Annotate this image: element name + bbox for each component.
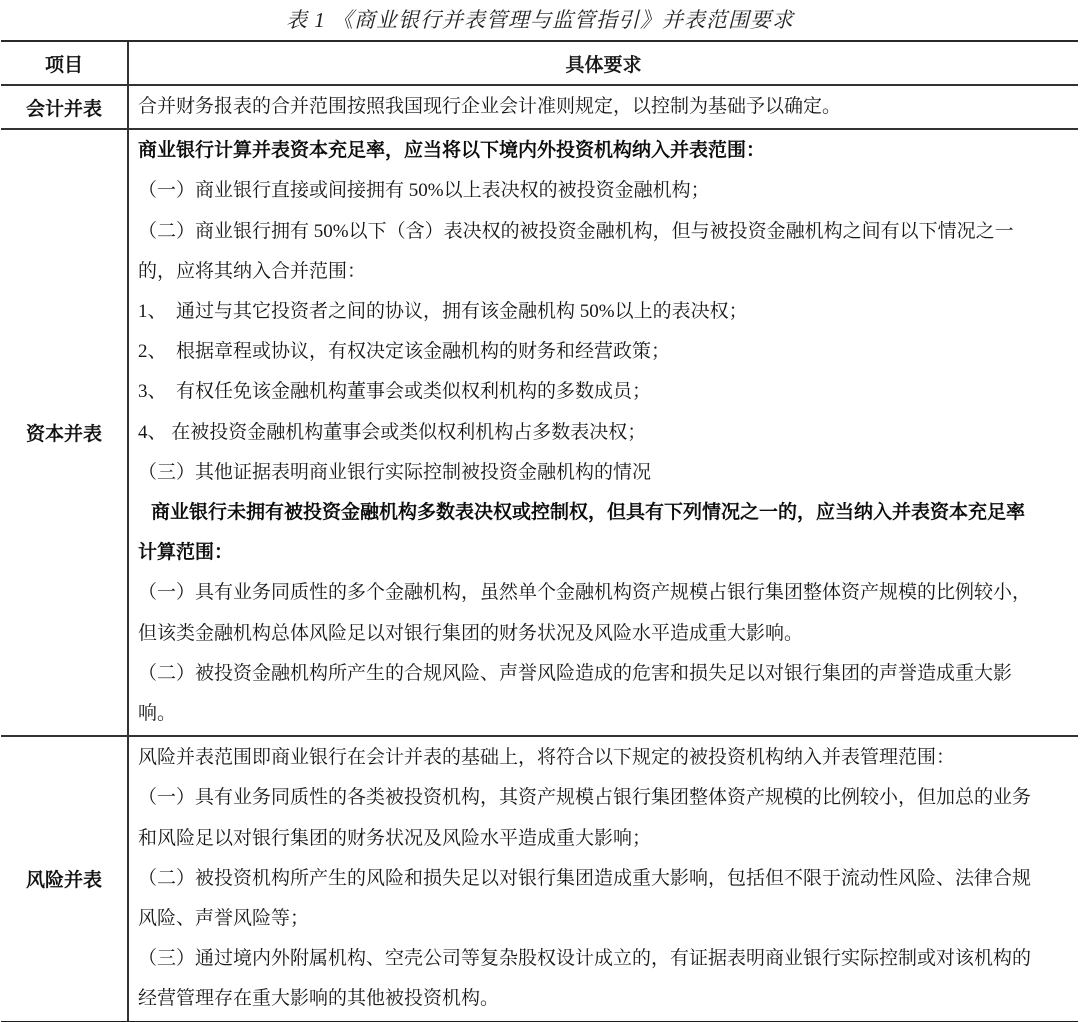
table-header-row [1,42,1078,86]
text-line: （一）具有业务同质性的各类被投资机构，其资产规模占银行集团整体资产规模的比例较小，但加总的业务 [138,787,1032,809]
text-line: 计算范围： [138,542,234,564]
requirements-cell [129,86,1078,128]
item-cell: 风险并表 [1,737,129,1020]
text-line: 的，应将其纳入合并范围： [138,260,367,282]
text-line: 经营管理存在重大影响的其他被投资机构。 [138,988,500,1010]
text-line: （二）被投资机构所产生的风险和损失足以对银行集团造成重大影响，包括但不限于流动性风险、法律合规 [138,867,1032,889]
text-line: （一）商业银行直接或间接拥有 50%以上表决权的被投资金融机构； [138,180,710,202]
table-row [1,737,1078,1020]
text-line: 响。 [138,703,177,725]
text-line: 合并财务报表的合并范围按照我国现行企业会计准则规定，以控制为基础予以确定。 [138,96,842,117]
consolidation-scope-table [1,40,1078,1022]
text-line: 2、 根据章程或协议，有权决定该金融机构的财务和经营政策； [138,341,671,363]
requirements-cell [129,737,1078,1020]
header-cell-requirements: 具体要求 [565,54,642,76]
text-line: 和风险足以对银行集团的财务状况及风险水平造成重大影响； [138,827,652,849]
text-line: 商业银行计算并表资本充足率，应当将以下境内外投资机构纳入并表范围： [138,140,766,162]
text-line: 但该类金融机构总体风险足以对银行集团的财务状况及风险水平造成重大影响。 [138,622,804,644]
text-line: （二）商业银行拥有 50%以下（含）表决权的被投资金融机构，但与被投资金融机构之间有以下情况之一 [138,220,1014,242]
item-cell: 会计并表 [1,86,129,128]
text-line: （三）其他证据表明商业银行实际控制被投资金融机构的情况 [138,461,652,483]
text-line: 风险、声誉风险等； [138,908,310,930]
table-row [1,130,1078,737]
table-body [1,86,1078,1021]
table-row [1,86,1078,130]
header-cell-item: 项目 [1,42,129,84]
text-line: 风险并表范围即商业银行在会计并表的基础上，将符合以下规定的被投资机构纳入并表管理范围： [138,747,956,769]
text-line: （三）通过境内外附属机构、空壳公司等复杂股权设计成立的，有证据表明商业银行实际控制或对该机构的 [138,948,1032,970]
text-line: 1、 通过与其它投资者之间的协议，拥有该金融机构 50%以上的表决权； [138,301,748,323]
text-line: （一）具有业务同质性的多个金融机构，虽然单个金融机构资产规模占银行集团整体资产规模的比例较小， [138,582,1032,604]
text-line: 3、 有权任免该金融机构董事会或类似权利机构的多数成员； [138,381,652,403]
text-line: 4、 在被投资金融机构董事会或类似权利机构占多数表决权； [138,421,647,443]
item-cell: 资本并表 [1,130,129,735]
text-line: （二）被投资金融机构所产生的合规风险、声誉风险造成的危害和损失足以对银行集团的声誉造成重大影 [138,662,1013,684]
requirements-cell [129,130,1078,735]
table-title: 表 1 《商业银行并表管理与监管指引》并表范围要求 [286,8,794,32]
text-line: 商业银行未拥有被投资金融机构多数表决权或控制权，但具有下列情况之一的，应当纳入并表资本充足率 [151,502,1026,524]
